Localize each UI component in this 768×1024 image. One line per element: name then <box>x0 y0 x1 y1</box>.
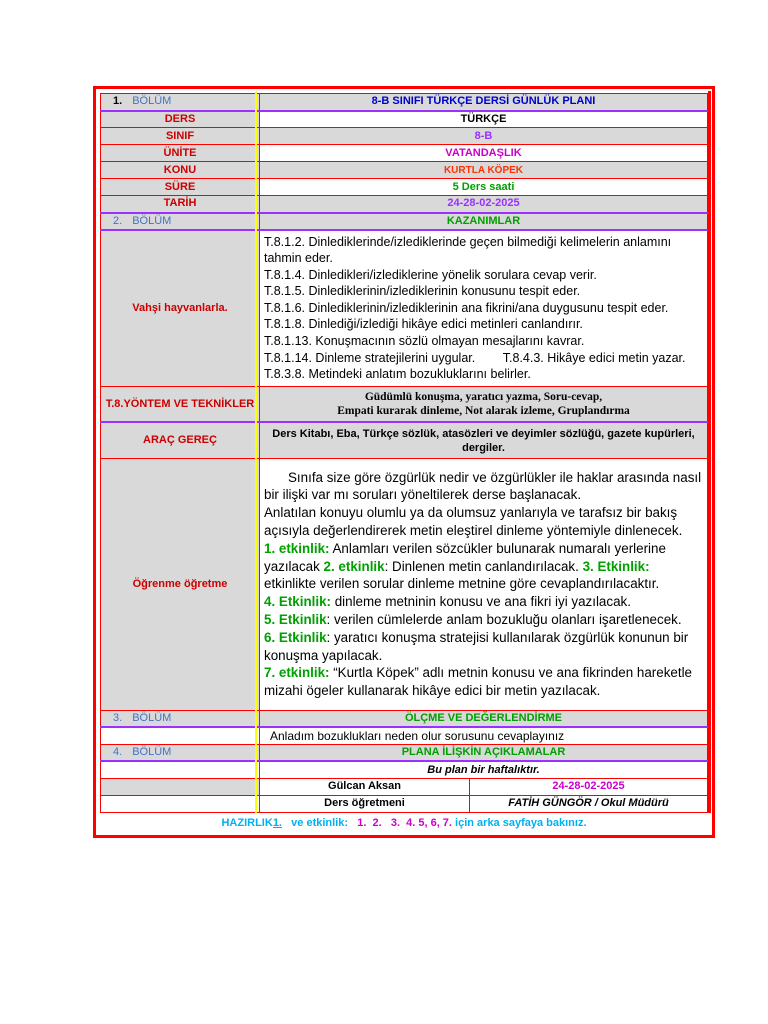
etkinlik-3-label: 3. Etkinlik: <box>582 558 650 574</box>
etkinlik-1-label: 1. etkinlik: <box>264 540 330 556</box>
sure-label: SÜRE <box>101 179 260 196</box>
signature-date: 24-28-02-2025 <box>470 778 708 795</box>
etkinlik-5-label: 5. Etkinlik <box>264 612 327 628</box>
tarih-value: 24-28-02-2025 <box>260 196 708 213</box>
section3-header-row <box>101 710 708 727</box>
sinif-label: SINIF <box>101 128 260 145</box>
signature-row-2 <box>101 795 708 812</box>
info-row-unite <box>101 145 708 162</box>
olcme-title: ÖLÇME VE DEĞERLENDİRME <box>260 710 708 727</box>
aciklama-title: PLANA İLİŞKİN AÇIKLAMALAR <box>260 744 708 761</box>
etkinlik-6-label: 6. Etkinlik <box>264 629 327 645</box>
konu-value: KURTLA KÖPEK <box>260 162 708 179</box>
signature-empty-cell-2 <box>101 795 260 812</box>
red-right-line <box>708 91 711 813</box>
kazanim-item: T.8.1.6. Dinlediklerinin/izlediklerinin ana fikrini/ana duygusunu tespit eder. <box>264 300 669 315</box>
aciklama-empty-cell <box>101 761 260 778</box>
lesson-plan-document <box>93 86 715 838</box>
signature-empty-cell <box>101 778 260 795</box>
kazanimlar-title: KAZANIMLAR <box>260 213 708 230</box>
olcme-text: Anladım bozuklukları neden olur sorusunu cevaplayınız <box>260 727 708 744</box>
yontem-row <box>101 386 708 422</box>
footer-p2: ve etkinlik: <box>282 817 358 829</box>
yontem-line2: Empati kurarak dinleme, Not alarak izleme, Gruplandırma <box>337 405 630 418</box>
footer-note <box>96 817 712 829</box>
etkinlik-7-label: 7. etkinlik: <box>264 665 330 681</box>
arac-row <box>101 422 708 458</box>
konu-label: KONU <box>101 162 260 179</box>
ogrenme-content <box>260 458 708 710</box>
signature-row-1 <box>101 778 708 795</box>
footer-suffix: için arka sayfaya bakınız. <box>451 817 587 829</box>
kazanim-label: Vahşi hayvanlarla. <box>101 230 260 387</box>
section4-header-row <box>101 744 708 761</box>
ogrenme-activities-1-3: 1. etkinlik: Anlamları verilen sözcükler bulunarak numaralı yerlerine yazılacak 2. etkinlik: Dinlenen metin canlandırılacak. 3. Etkinlik: etkinlikte verilen sorular dinleme metnine göre cevaplandırılacaktır. <box>264 540 666 592</box>
etkinlik-4-label: 4. Etkinlik: <box>264 594 331 610</box>
section2-bolum: 2. BÖLÜM <box>101 213 260 230</box>
ders-label: DERS <box>101 111 260 128</box>
teacher-role: Ders öğretmeni <box>260 795 470 812</box>
ogrenme-method: Anlatılan konuyu olumlu ya da olumsuz yanlarıyla ve tarafsız bir bakış açısıyla değerlendirerek metin eleştirel dinleme yöntemiyle dinlenecek. <box>264 505 683 539</box>
ogrenme-activity-6: 6. Etkinlik: yaratıcı konuşma stratejisi kullanılarak özgürlük konunun bir konuşma yapılacak. <box>264 629 689 663</box>
kazanimlar-list <box>260 230 708 387</box>
ogrenme-label: Öğrenme öğretme <box>101 458 260 710</box>
teacher-name: Gülcan Aksan <box>260 778 470 795</box>
plan-title: 8-B SINIFI TÜRKÇE DERSİ GÜNLÜK PLANI <box>260 94 708 111</box>
kazanim-item: T.8.1.2. Dinlediklerinde/izlediklerinde geçen bilmediği kelimelerin anlamını tahmin eder. <box>264 234 672 266</box>
info-row-sinif <box>101 128 708 145</box>
arac-value: Ders Kitabı, Eba, Türkçe sözlük, atasözleri ve deyimler sözlüğü, gazete kupürleri, dergiler. <box>260 422 708 458</box>
footer-prefix: HAZIRLIK <box>221 817 273 829</box>
footer-numbers: 1. 2. 3. 4. 5, 6, 7. <box>357 817 452 829</box>
section1-bolum: 1. BÖLÜM <box>101 94 260 111</box>
ogrenme-activity-5: 5. Etkinlik: verilen cümlelerde anlam bozukluğu olanları işaretlenecek. <box>264 612 682 628</box>
info-row-sure <box>101 179 708 196</box>
principal: FATİH GÜNGÖR / Okul Müdürü <box>470 795 708 812</box>
aciklama-text: Bu plan bir haftalıktır. <box>260 761 708 778</box>
plan-table <box>100 93 708 813</box>
aciklama-row <box>101 761 708 778</box>
ogrenme-activity-7: 7. etkinlik: “Kurtla Köpek” adlı metnin konusu ve ana fikrinden hareketle mizahi ögeler kullanarak hikâye edici bir metin yazılacak. <box>264 665 692 699</box>
kazanim-item: T.8.1.4. Dinledikleri/izlediklerine yönelik sorulara cevap verir. <box>264 267 597 282</box>
unite-label: ÜNİTE <box>101 145 260 162</box>
olcme-empty-cell <box>101 727 260 744</box>
sinif-value: 8-B <box>260 128 708 145</box>
kazanimlar-row <box>101 230 708 387</box>
olcme-row <box>101 727 708 744</box>
info-row-konu <box>101 162 708 179</box>
lesson-plan-body <box>100 93 708 813</box>
yontem-value <box>260 386 708 422</box>
etkinlik-2-label: 2. etkinlik <box>323 558 385 574</box>
info-row-ders <box>101 111 708 128</box>
section2-header-row <box>101 213 708 230</box>
yontem-label: T.8.YÖNTEM VE TEKNİKLER <box>101 386 260 422</box>
footer-p1: 1. <box>272 817 282 829</box>
arac-label: ARAÇ GEREÇ <box>101 422 260 458</box>
unite-value: VATANDAŞLIK <box>260 145 708 162</box>
tarih-label: TARİH <box>101 196 260 213</box>
yontem-line1: Güdümlü konuşma, yaratıcı yazma, Soru-cevap, <box>364 391 603 404</box>
ders-value: TÜRKÇE <box>260 111 708 128</box>
kazanim-item: T.8.1.13. Konuşmacının sözlü olmayan mesajlarını kavrar. <box>264 334 585 349</box>
kazanim-item: T.8.1.5. Dinlediklerinin/izlediklerinin konusunu tespit eder. <box>264 284 581 299</box>
sure-value: 5 Ders saati <box>260 179 708 196</box>
info-row-tarih <box>101 196 708 213</box>
section1-header-row <box>101 94 708 111</box>
ogrenme-activity-4: 4. Etkinlik: dinleme metninin konusu ve ana fikri iyi yazılacak. <box>264 594 631 610</box>
section4-bolum: 4. BÖLÜM <box>101 744 260 761</box>
section3-bolum: 3. BÖLÜM <box>101 710 260 727</box>
kazanim-item: T.8.3.8. Metindeki anlatım bozukluklarını belirler. <box>264 367 531 382</box>
ogrenme-intro: Sınıfa size göre özgürlük nedir ve özgürlükler ile haklar arasında nasıl bir ilişki var mı soruları yöneltilerek derse başlanacak. <box>264 469 702 503</box>
kazanim-item: T.8.1.14. Dinleme stratejilerini uygular. T.8.4.3. Hikâye edici metin yazar. <box>264 350 686 365</box>
ogrenme-row <box>101 458 708 710</box>
kazanim-item: T.8.1.8. Dinlediği/izlediği hikâye edici metinleri canlandırır. <box>264 317 583 332</box>
yellow-column-line <box>255 91 257 813</box>
